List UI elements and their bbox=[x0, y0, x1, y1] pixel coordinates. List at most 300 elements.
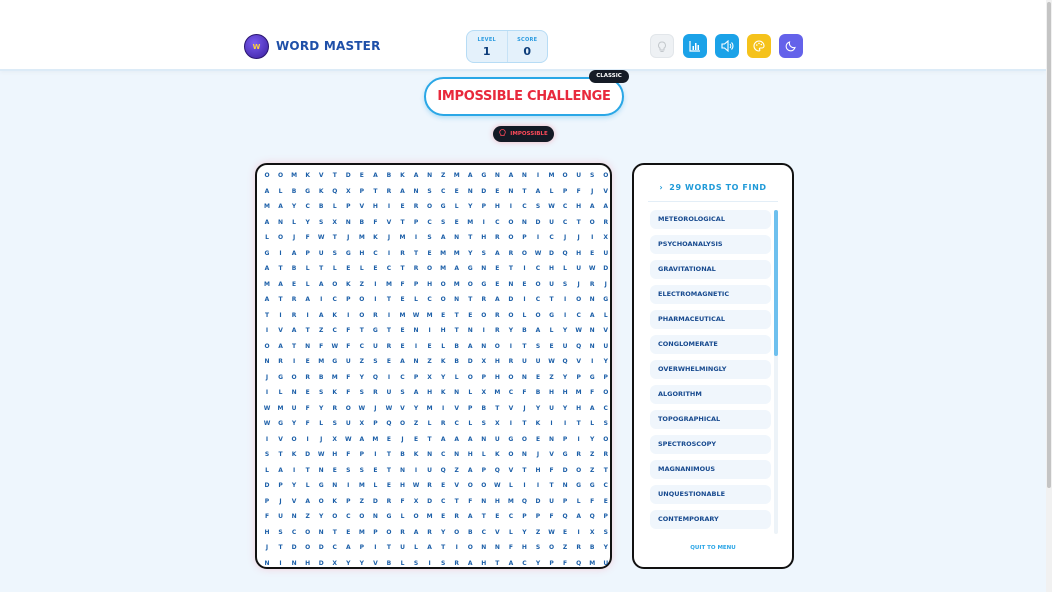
grid-cell[interactable]: E bbox=[413, 435, 419, 443]
grid-cell[interactable]: H bbox=[494, 358, 500, 365]
grid-cell[interactable]: Q bbox=[521, 497, 527, 505]
grid-cell[interactable]: F bbox=[346, 389, 351, 396]
grid-cell[interactable]: N bbox=[521, 373, 527, 381]
grid-cell[interactable]: A bbox=[454, 435, 460, 443]
grid-cell[interactable]: C bbox=[440, 497, 446, 505]
grid-cell[interactable]: G bbox=[481, 172, 487, 179]
grid-cell[interactable]: E bbox=[549, 342, 554, 350]
grid-cell[interactable]: N bbox=[481, 544, 487, 551]
grid-cell[interactable]: X bbox=[603, 234, 609, 241]
grid-cell[interactable]: A bbox=[413, 172, 419, 179]
grid-cell[interactable]: I bbox=[279, 311, 282, 319]
grid-cell[interactable]: R bbox=[454, 513, 459, 520]
grid-cell[interactable]: A bbox=[508, 559, 514, 567]
grid-cell[interactable]: S bbox=[535, 203, 541, 210]
grid-cell[interactable]: O bbox=[548, 544, 555, 551]
grid-cell[interactable]: D bbox=[535, 218, 541, 226]
grid-cell[interactable]: C bbox=[535, 296, 541, 303]
grid-cell[interactable]: G bbox=[372, 327, 378, 334]
grid-cell[interactable]: M bbox=[453, 280, 460, 288]
grid-cell[interactable]: C bbox=[427, 218, 432, 226]
grid-cell[interactable]: L bbox=[400, 513, 405, 520]
grid-cell[interactable]: M bbox=[453, 249, 460, 257]
grid-cell[interactable]: T bbox=[332, 234, 337, 241]
grid-cell[interactable]: U bbox=[386, 389, 392, 396]
grid-cell[interactable]: K bbox=[535, 420, 541, 427]
grid-cell[interactable]: C bbox=[522, 559, 527, 567]
grid-cell[interactable]: L bbox=[468, 420, 473, 427]
grid-cell[interactable]: I bbox=[347, 482, 350, 489]
grid-cell[interactable]: M bbox=[264, 203, 270, 210]
grid-cell[interactable]: M bbox=[467, 218, 474, 226]
grid-cell[interactable]: N bbox=[549, 435, 555, 443]
grid-cell[interactable]: R bbox=[481, 296, 487, 303]
grid-cell[interactable]: G bbox=[332, 358, 338, 365]
grid-cell[interactable]: O bbox=[386, 528, 392, 536]
grid-cell[interactable]: H bbox=[440, 327, 446, 334]
grid-cell[interactable]: W bbox=[548, 528, 555, 536]
grid-cell[interactable]: I bbox=[292, 466, 296, 474]
grid-cell[interactable]: R bbox=[278, 358, 283, 365]
grid-cell[interactable]: T bbox=[359, 327, 364, 334]
grid-cell[interactable]: L bbox=[332, 265, 337, 272]
grid-cell[interactable]: H bbox=[494, 203, 500, 210]
grid-cell[interactable]: Y bbox=[522, 528, 527, 536]
grid-cell[interactable]: K bbox=[413, 451, 419, 458]
grid-cell[interactable]: I bbox=[374, 280, 377, 288]
grid-cell[interactable]: A bbox=[264, 218, 270, 226]
grid-cell[interactable]: R bbox=[386, 497, 392, 505]
grid-cell[interactable]: Y bbox=[562, 404, 568, 412]
grid-cell[interactable]: M bbox=[440, 249, 447, 257]
page-scroll-thumb[interactable] bbox=[1047, 2, 1051, 488]
grid-cell[interactable]: O bbox=[576, 296, 582, 303]
grid-cell[interactable]: L bbox=[278, 389, 283, 396]
grid-cell[interactable]: N bbox=[399, 466, 406, 474]
grid-cell[interactable]: J bbox=[591, 187, 594, 195]
grid-cell[interactable]: G bbox=[386, 513, 392, 520]
grid-cell[interactable]: O bbox=[562, 172, 568, 179]
grid-cell[interactable]: I bbox=[265, 389, 269, 396]
grid-cell[interactable]: I bbox=[536, 172, 540, 179]
grid-cell[interactable]: E bbox=[400, 342, 405, 350]
grid-cell[interactable]: Z bbox=[590, 466, 595, 474]
grid-cell[interactable]: K bbox=[400, 172, 405, 179]
grid-cell[interactable]: L bbox=[481, 451, 486, 458]
grid-cell[interactable]: O bbox=[332, 513, 338, 520]
grid-cell[interactable]: E bbox=[400, 203, 405, 210]
grid-cell[interactable]: O bbox=[332, 280, 338, 288]
grid-cell[interactable]: Q bbox=[386, 420, 392, 427]
grid-cell[interactable]: U bbox=[535, 358, 541, 365]
grid-cell[interactable]: V bbox=[454, 404, 460, 412]
grid-cell[interactable]: T bbox=[454, 327, 459, 334]
grid-cell[interactable]: D bbox=[427, 497, 433, 505]
grid-cell[interactable]: P bbox=[413, 373, 419, 381]
grid-cell[interactable]: N bbox=[481, 342, 487, 350]
grid-cell[interactable]: U bbox=[603, 342, 609, 350]
grid-cell[interactable]: X bbox=[589, 528, 595, 536]
grid-cell[interactable]: T bbox=[576, 218, 581, 226]
grid-cell[interactable]: T bbox=[522, 420, 527, 427]
grid-cell[interactable]: L bbox=[590, 420, 595, 427]
grid-cell[interactable]: M bbox=[453, 172, 460, 179]
grid-cell[interactable]: W bbox=[548, 203, 555, 210]
grid-cell[interactable]: D bbox=[345, 172, 351, 179]
grid-cell[interactable]: L bbox=[359, 265, 364, 272]
grid-cell[interactable]: X bbox=[332, 559, 338, 567]
grid-cell[interactable]: W bbox=[385, 404, 393, 412]
grid-cell[interactable]: P bbox=[305, 249, 310, 257]
grid-cell[interactable]: C bbox=[346, 513, 351, 520]
grid-cell[interactable]: K bbox=[318, 187, 324, 195]
grid-cell[interactable]: L bbox=[400, 559, 405, 567]
grid-cell[interactable]: A bbox=[291, 249, 297, 257]
grid-cell[interactable]: M bbox=[426, 513, 433, 520]
grid-cell[interactable]: S bbox=[535, 544, 541, 551]
grid-cell[interactable]: L bbox=[265, 234, 269, 241]
grid-cell[interactable]: W bbox=[358, 404, 366, 412]
grid-cell[interactable]: T bbox=[441, 544, 446, 551]
word-list-scrollbar[interactable] bbox=[774, 210, 778, 534]
grid-cell[interactable]: S bbox=[440, 218, 446, 226]
grid-cell[interactable]: E bbox=[332, 466, 337, 474]
grid-cell[interactable]: G bbox=[603, 296, 609, 303]
grid-cell[interactable]: F bbox=[563, 559, 568, 567]
grid-cell[interactable]: Y bbox=[562, 327, 568, 334]
grid-cell[interactable]: I bbox=[374, 451, 377, 458]
theme-button[interactable] bbox=[747, 34, 771, 58]
grid-cell[interactable]: E bbox=[441, 311, 446, 319]
grid-cell[interactable]: A bbox=[413, 528, 419, 536]
grid-cell[interactable]: V bbox=[318, 172, 324, 179]
grid-cell[interactable]: B bbox=[454, 358, 459, 365]
grid-cell[interactable]: Z bbox=[562, 544, 568, 551]
grid-cell[interactable]: P bbox=[603, 513, 608, 520]
grid-cell[interactable]: E bbox=[386, 482, 391, 489]
grid-cell[interactable]: I bbox=[279, 559, 282, 567]
grid-cell[interactable]: N bbox=[481, 265, 487, 272]
grid-cell[interactable]: W bbox=[575, 327, 582, 334]
grid-cell[interactable]: R bbox=[400, 249, 405, 257]
grid-cell[interactable]: R bbox=[508, 358, 514, 365]
grid-cell[interactable]: Y bbox=[508, 327, 514, 334]
grid-cell[interactable]: N bbox=[481, 435, 487, 443]
grid-cell[interactable]: G bbox=[562, 451, 568, 458]
grid-cell[interactable]: C bbox=[454, 420, 459, 427]
grid-cell[interactable]: M bbox=[548, 172, 555, 179]
grid-cell[interactable]: T bbox=[468, 234, 473, 241]
grid-cell[interactable]: E bbox=[427, 342, 432, 350]
grid-cell[interactable]: Q bbox=[372, 373, 378, 381]
grid-cell[interactable]: O bbox=[305, 544, 311, 551]
grid-cell[interactable]: N bbox=[332, 482, 338, 489]
grid-cell[interactable]: I bbox=[482, 218, 485, 226]
grid-cell[interactable]: S bbox=[481, 420, 486, 427]
grid-cell[interactable]: E bbox=[441, 482, 446, 489]
grid-cell[interactable]: R bbox=[386, 342, 392, 350]
grid-cell[interactable]: X bbox=[332, 435, 338, 443]
grid-cell[interactable]: V bbox=[278, 327, 283, 334]
grid-cell[interactable]: I bbox=[563, 296, 567, 303]
grid-cell[interactable]: I bbox=[414, 466, 418, 474]
grid-cell[interactable]: I bbox=[523, 265, 526, 272]
grid-cell[interactable]: M bbox=[385, 280, 392, 288]
grid-cell[interactable]: A bbox=[467, 172, 473, 179]
grid-cell[interactable]: F bbox=[346, 327, 351, 334]
grid-cell[interactable]: M bbox=[358, 234, 365, 241]
grid-cell[interactable]: A bbox=[467, 342, 473, 350]
grid-cell[interactable]: T bbox=[522, 342, 527, 350]
grid-cell[interactable]: B bbox=[386, 559, 392, 567]
grid-cell[interactable]: O bbox=[359, 513, 365, 520]
grid-cell[interactable]: T bbox=[549, 482, 554, 489]
grid-cell[interactable]: A bbox=[427, 544, 432, 551]
grid-cell[interactable]: I bbox=[306, 311, 309, 319]
grid-cell[interactable]: A bbox=[345, 544, 351, 551]
grid-cell[interactable]: P bbox=[413, 280, 419, 288]
grid-cell[interactable]: A bbox=[318, 280, 324, 288]
grid-cell[interactable]: H bbox=[562, 389, 568, 396]
grid-cell[interactable]: T bbox=[603, 466, 608, 474]
grid-cell[interactable]: Q bbox=[576, 559, 582, 567]
grid-cell[interactable]: P bbox=[603, 373, 608, 381]
grid-cell[interactable]: N bbox=[305, 342, 311, 350]
grid-cell[interactable]: I bbox=[320, 296, 323, 303]
grid-cell[interactable]: J bbox=[292, 234, 296, 241]
grid-cell[interactable]: S bbox=[535, 342, 541, 350]
grid-cell[interactable]: F bbox=[590, 389, 595, 396]
grid-cell[interactable]: M bbox=[358, 482, 365, 489]
grid-cell[interactable]: T bbox=[522, 466, 527, 474]
grid-cell[interactable]: W bbox=[317, 451, 325, 458]
grid-cell[interactable]: V bbox=[508, 466, 514, 474]
grid-cell[interactable]: M bbox=[358, 528, 365, 536]
grid-cell[interactable]: H bbox=[427, 389, 433, 396]
grid-cell[interactable]: C bbox=[562, 218, 568, 226]
grid-cell[interactable]: D bbox=[508, 296, 514, 303]
grid-cell[interactable]: N bbox=[318, 466, 324, 474]
grid-cell[interactable]: F bbox=[346, 373, 351, 381]
grid-cell[interactable]: F bbox=[468, 497, 473, 505]
grid-cell[interactable]: H bbox=[494, 497, 500, 505]
grid-cell[interactable]: L bbox=[441, 342, 446, 350]
grid-cell[interactable]: E bbox=[427, 249, 432, 257]
grid-cell[interactable]: C bbox=[400, 373, 405, 381]
grid-cell[interactable]: I bbox=[279, 249, 282, 257]
grid-cell[interactable]: V bbox=[400, 404, 405, 412]
grid-cell[interactable]: P bbox=[481, 466, 486, 474]
grid-cell[interactable]: T bbox=[400, 218, 405, 226]
grid-cell[interactable]: Y bbox=[440, 373, 446, 381]
grid-cell[interactable]: A bbox=[467, 559, 473, 567]
page-scrollbar[interactable] bbox=[1046, 0, 1052, 592]
grid-cell[interactable]: I bbox=[374, 544, 377, 551]
grid-cell[interactable]: L bbox=[468, 389, 473, 396]
grid-cell[interactable]: K bbox=[440, 389, 446, 396]
grid-cell[interactable]: H bbox=[467, 451, 473, 458]
grid-cell[interactable]: O bbox=[413, 513, 419, 520]
grid-cell[interactable]: O bbox=[521, 249, 527, 257]
grid-cell[interactable]: T bbox=[305, 466, 310, 474]
grid-cell[interactable]: M bbox=[589, 559, 596, 567]
grid-cell[interactable]: W bbox=[263, 404, 271, 412]
grid-cell[interactable]: T bbox=[386, 544, 391, 551]
grid-cell[interactable]: P bbox=[468, 404, 473, 412]
grid-cell[interactable]: E bbox=[305, 358, 310, 365]
grid-cell[interactable]: D bbox=[467, 358, 473, 365]
grid-cell[interactable]: P bbox=[278, 482, 283, 489]
grid-cell[interactable]: M bbox=[318, 358, 325, 365]
grid-cell[interactable]: R bbox=[576, 451, 581, 458]
letter-grid[interactable] bbox=[255, 163, 612, 569]
grid-cell[interactable]: I bbox=[387, 311, 391, 319]
grid-cell[interactable]: Z bbox=[440, 172, 446, 179]
grid-cell[interactable]: P bbox=[535, 513, 541, 520]
grid-cell[interactable]: U bbox=[549, 280, 554, 288]
grid-cell[interactable]: F bbox=[264, 513, 270, 520]
grid-cell[interactable]: E bbox=[373, 466, 378, 474]
grid-cell[interactable]: X bbox=[481, 389, 487, 396]
grid-cell[interactable]: M bbox=[264, 280, 270, 288]
grid-cell[interactable]: O bbox=[427, 203, 433, 210]
grid-cell[interactable]: B bbox=[481, 404, 487, 412]
grid-cell[interactable]: H bbox=[305, 559, 311, 567]
grid-cell[interactable]: A bbox=[535, 327, 541, 334]
grid-cell[interactable]: V bbox=[576, 358, 581, 365]
grid-cell[interactable]: N bbox=[278, 218, 284, 226]
grid-cell[interactable]: K bbox=[345, 280, 351, 288]
grid-cell[interactable]: T bbox=[400, 265, 405, 272]
grid-cell[interactable]: O bbox=[291, 435, 297, 443]
grid-cell[interactable]: X bbox=[413, 497, 419, 505]
grid-cell[interactable]: J bbox=[265, 544, 269, 551]
grid-cell[interactable]: B bbox=[318, 373, 324, 381]
grid-cell[interactable]: R bbox=[427, 482, 432, 489]
grid-cell[interactable]: M bbox=[399, 234, 406, 241]
grid-cell[interactable]: V bbox=[291, 497, 297, 505]
grid-cell[interactable]: G bbox=[589, 373, 595, 381]
grid-cell[interactable]: R bbox=[332, 404, 338, 412]
grid-cell[interactable]: E bbox=[292, 280, 297, 288]
grid-cell[interactable]: U bbox=[522, 358, 527, 365]
grid-cell[interactable]: F bbox=[522, 389, 527, 396]
grid-cell[interactable]: O bbox=[508, 451, 514, 458]
grid-cell[interactable]: Y bbox=[535, 559, 541, 567]
grid-cell[interactable]: D bbox=[291, 544, 297, 551]
grid-cell[interactable]: T bbox=[319, 265, 324, 272]
grid-cell[interactable]: M bbox=[277, 404, 284, 412]
grid-cell[interactable]: H bbox=[576, 203, 582, 210]
grid-cell[interactable]: Y bbox=[319, 404, 324, 412]
grid-cell[interactable]: E bbox=[346, 528, 351, 536]
grid-cell[interactable]: V bbox=[454, 482, 460, 489]
grid-cell[interactable]: V bbox=[495, 528, 500, 536]
grid-cell[interactable]: H bbox=[535, 466, 541, 474]
grid-cell[interactable]: N bbox=[372, 513, 378, 520]
grid-cell[interactable]: V bbox=[386, 218, 392, 226]
grid-cell[interactable]: J bbox=[563, 234, 567, 241]
grid-cell[interactable]: R bbox=[495, 311, 500, 319]
grid-cell[interactable]: E bbox=[386, 435, 391, 443]
grid-cell[interactable]: C bbox=[332, 296, 337, 303]
grid-cell[interactable]: N bbox=[427, 451, 433, 458]
grid-cell[interactable]: C bbox=[495, 218, 500, 226]
grid-cell[interactable]: I bbox=[509, 342, 512, 350]
grid-cell[interactable]: A bbox=[264, 187, 270, 195]
grid-cell[interactable]: V bbox=[278, 435, 283, 443]
grid-cell[interactable]: Z bbox=[305, 513, 310, 520]
grid-cell[interactable]: B bbox=[454, 342, 459, 350]
grid-cell[interactable]: Y bbox=[291, 482, 297, 489]
grid-cell[interactable]: L bbox=[414, 544, 418, 551]
grid-cell[interactable]: N bbox=[264, 559, 270, 567]
grid-cell[interactable]: M bbox=[291, 172, 298, 179]
grid-cell[interactable]: U bbox=[603, 559, 609, 567]
grid-cell[interactable]: U bbox=[372, 342, 378, 350]
grid-cell[interactable]: B bbox=[318, 203, 324, 210]
grid-cell[interactable]: T bbox=[481, 513, 486, 520]
grid-cell[interactable]: I bbox=[523, 482, 526, 489]
grid-cell[interactable]: L bbox=[549, 187, 554, 195]
grid-cell[interactable]: I bbox=[550, 420, 553, 427]
grid-cell[interactable]: Y bbox=[319, 513, 324, 520]
grid-cell[interactable]: I bbox=[591, 358, 594, 365]
grid-cell[interactable]: F bbox=[549, 466, 554, 474]
grid-cell[interactable]: A bbox=[454, 265, 460, 272]
grid-cell[interactable]: S bbox=[359, 389, 364, 396]
grid-cell[interactable]: S bbox=[264, 451, 270, 458]
grid-cell[interactable]: S bbox=[603, 420, 608, 427]
grid-cell[interactable]: C bbox=[427, 296, 432, 303]
grid-cell[interactable]: G bbox=[345, 249, 351, 257]
grid-cell[interactable]: O bbox=[589, 218, 595, 226]
grid-cell[interactable]: I bbox=[563, 311, 567, 319]
grid-cell[interactable]: N bbox=[291, 513, 297, 520]
grid-cell[interactable]: I bbox=[292, 358, 296, 365]
grid-cell[interactable]: F bbox=[346, 451, 351, 458]
grid-cell[interactable]: N bbox=[589, 327, 595, 334]
grid-cell[interactable]: H bbox=[399, 482, 406, 489]
grid-cell[interactable]: E bbox=[563, 528, 568, 536]
grid-cell[interactable]: Y bbox=[413, 404, 419, 412]
grid-cell[interactable]: I bbox=[455, 544, 458, 551]
grid-cell[interactable]: J bbox=[265, 373, 269, 381]
grid-cell[interactable]: O bbox=[603, 172, 609, 179]
grid-cell[interactable]: B bbox=[291, 187, 297, 195]
grid-cell[interactable]: O bbox=[467, 373, 473, 381]
grid-cell[interactable]: H bbox=[372, 203, 378, 210]
grid-cell[interactable]: O bbox=[345, 404, 351, 412]
grid-cell[interactable]: A bbox=[318, 311, 324, 319]
grid-cell[interactable]: F bbox=[400, 280, 405, 288]
grid-cell[interactable]: F bbox=[346, 342, 351, 350]
grid-cell[interactable]: I bbox=[265, 435, 269, 443]
grid-cell[interactable]: A bbox=[467, 466, 473, 474]
grid-cell[interactable]: D bbox=[603, 265, 609, 272]
grid-cell[interactable]: L bbox=[278, 187, 283, 195]
grid-cell[interactable]: E bbox=[495, 280, 500, 288]
grid-cell[interactable]: B bbox=[467, 528, 473, 536]
grid-cell[interactable]: S bbox=[332, 249, 337, 257]
grid-cell[interactable]: U bbox=[494, 435, 500, 443]
grid-cell[interactable]: L bbox=[563, 265, 567, 272]
grid-cell[interactable]: L bbox=[319, 420, 324, 427]
grid-cell[interactable]: E bbox=[441, 513, 446, 520]
grid-cell[interactable]: X bbox=[427, 373, 432, 381]
grid-cell[interactable]: A bbox=[278, 280, 283, 288]
grid-cell[interactable]: Y bbox=[535, 404, 541, 412]
